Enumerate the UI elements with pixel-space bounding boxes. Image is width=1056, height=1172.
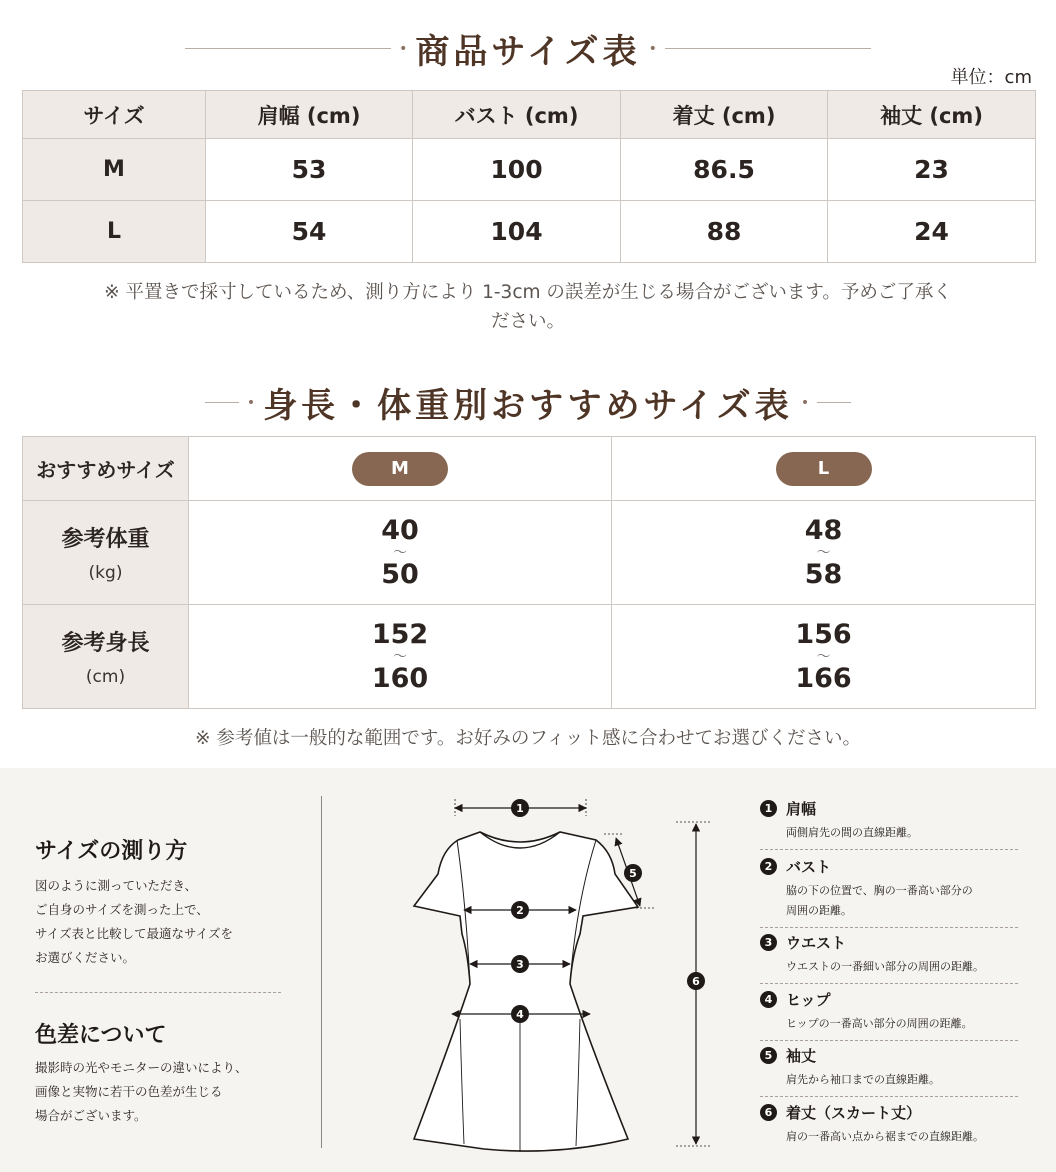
range-tilde: ～ (816, 648, 831, 665)
legend-head (760, 1102, 1018, 1123)
size-chart-title: 商品サイズ表 (415, 32, 641, 72)
range-to: 58 (804, 558, 843, 590)
range-to: 50 (381, 558, 419, 590)
legend-label: 着丈（スカート丈） (786, 1104, 922, 1122)
legend-desc (786, 1014, 1018, 1034)
range-from: 152 (371, 618, 429, 650)
desc-line: 肩の一番高い点から裾までの直線距離。 (786, 1130, 984, 1143)
range-to: 160 (371, 662, 429, 694)
marker-4 (511, 1005, 529, 1023)
legend-number: 3 (760, 934, 777, 951)
value-cell: 24 (828, 201, 1036, 263)
recommend-title-row (0, 378, 1056, 427)
body-line: ご自身のサイズを測った上で、 (35, 902, 209, 917)
height-label: 参考身長 (61, 631, 150, 656)
header-cell: 肩幅 (cm) (206, 91, 413, 139)
vertical-divider (321, 796, 322, 1148)
legend-sleeve (760, 1045, 1018, 1097)
dress-outline (414, 832, 638, 1151)
range-from: 40 (381, 514, 419, 546)
legend-hip (760, 989, 1018, 1041)
weight-unit: (kg) (88, 563, 123, 583)
legend-desc (786, 1070, 1018, 1090)
value-cell: 100 (413, 139, 621, 201)
desc-line: ウエストの一番細い部分の周囲の距離。 (786, 960, 984, 973)
body-line: 撮影時の光やモニターの違いにより、 (35, 1060, 248, 1075)
range-cell (612, 605, 1036, 709)
weight-label: 参考体重 (61, 527, 150, 552)
legend-label: 肩幅 (786, 800, 817, 818)
range-from: 48 (804, 514, 843, 546)
title-dot: • (399, 40, 408, 57)
color-body (35, 1056, 248, 1128)
table-row (23, 201, 1036, 263)
value-cell: 23 (828, 139, 1036, 201)
size-chart-title-row (0, 24, 1056, 73)
marker-1 (511, 799, 529, 817)
marker-3 (511, 955, 529, 973)
legend-label: バスト (786, 858, 832, 876)
header-cell: バスト (cm) (413, 91, 621, 139)
range-cell (189, 605, 612, 709)
header-cell: サイズ (23, 91, 206, 139)
height-unit: (cm) (85, 667, 126, 687)
table-row (23, 501, 1036, 605)
svg-text:3: 3 (516, 958, 524, 971)
desc-line: 周囲の距離。 (786, 904, 852, 917)
legend-number: 4 (760, 991, 777, 1008)
recommend-table (22, 436, 1036, 709)
measure-body (35, 874, 233, 970)
legend-desc (786, 823, 1018, 843)
legend-label: 袖丈 (786, 1047, 817, 1065)
range-tilde: ～ (816, 544, 831, 561)
value-cell: 86.5 (621, 139, 828, 201)
table-row (23, 139, 1036, 201)
legend-length (760, 1102, 1018, 1147)
color-title: 色差について (35, 1023, 167, 1048)
marker-6 (687, 972, 705, 990)
body-line: お選びください。 (35, 950, 136, 965)
svg-text:4: 4 (516, 1008, 524, 1021)
range-tilde: ～ (393, 544, 407, 561)
legend-separator (760, 1096, 1018, 1097)
title-dot: • (246, 394, 256, 411)
svg-text:1: 1 (516, 802, 524, 815)
legend-separator (760, 1040, 1018, 1041)
unit-label: 単位：cm (950, 67, 1032, 88)
legend-number: 2 (760, 858, 777, 875)
legend-head (760, 989, 1018, 1010)
recommend-title: 身長・体重別おすすめサイズ表 (263, 386, 793, 426)
note-line: ※ 平置きで採寸しているため、測り方により 1-3cm の誤差が生じる場合がございます。予めご了承く (104, 282, 952, 303)
title-rule-left (205, 402, 239, 403)
legend-number: 1 (760, 800, 777, 817)
note-line: ださい。 (490, 311, 565, 332)
legend-separator (760, 983, 1018, 984)
legend-head (760, 932, 1018, 953)
legend-desc (786, 1127, 1018, 1147)
recommend-note: ※ 参考値は一般的な範囲です。お好みのフィット感に合わせてお選びください。 (195, 728, 861, 749)
desc-line: 脇の下の位置で、胸の一番高い部分の (786, 884, 973, 897)
desc-line: 両側肩先の間の直線距離。 (786, 826, 918, 839)
title-dot: • (648, 40, 657, 57)
legend-separator (760, 927, 1018, 928)
dress-diagram (400, 794, 730, 1160)
svg-text:2: 2 (516, 904, 524, 917)
range-cell (189, 501, 612, 605)
range-cell (612, 501, 1036, 605)
size-badge-cell (612, 437, 1036, 501)
desc-line: ヒップの一番高い部分の周囲の距離。 (786, 1017, 973, 1030)
table-row (23, 605, 1036, 709)
legend-shoulder (760, 798, 1018, 850)
marker-5 (624, 864, 642, 882)
range-to: 166 (795, 662, 852, 694)
legend-desc (786, 881, 1018, 921)
legend-head (760, 856, 1018, 877)
title-rule-right (665, 48, 871, 49)
value-cell: 54 (206, 201, 413, 263)
legend-number: 5 (760, 1047, 777, 1064)
svg-text:6: 6 (692, 975, 700, 988)
range-tilde: ～ (393, 648, 407, 665)
legend-separator (760, 849, 1018, 850)
body-line: 図のように測っていただき、 (35, 878, 198, 893)
size-chart-table (22, 90, 1036, 263)
legend-head (760, 1045, 1018, 1066)
size-chart-note (0, 278, 1056, 336)
title-rule-left (185, 48, 391, 49)
size-badge-m: M (352, 452, 448, 486)
recommend-size-label: おすすめサイズ (23, 437, 189, 501)
header-cell: 着丈 (cm) (621, 91, 828, 139)
title-dot: • (800, 394, 810, 411)
height-row-head (23, 605, 189, 709)
desc-line: 肩先から袖口までの直線距離。 (786, 1073, 940, 1086)
legend-head (760, 798, 1018, 819)
value-cell: 104 (413, 201, 621, 263)
body-line: 場合がございます。 (35, 1108, 147, 1123)
title-rule-right (817, 402, 851, 403)
size-cell: L (23, 201, 206, 263)
weight-row-head (23, 501, 189, 605)
legend-waist (760, 932, 1018, 984)
table-row (23, 437, 1036, 501)
value-cell: 88 (621, 201, 828, 263)
legend-number: 6 (760, 1104, 777, 1121)
legend-label: ウエスト (786, 934, 847, 952)
marker-2 (511, 901, 529, 919)
svg-text:5: 5 (629, 867, 637, 880)
legend-label: ヒップ (786, 991, 831, 1009)
range-from: 156 (795, 618, 852, 650)
measure-title: サイズの測り方 (35, 839, 188, 864)
size-cell: M (23, 139, 206, 201)
body-line: 画像と実物に若干の色差が生じる (35, 1084, 223, 1099)
measure-section (0, 768, 1056, 1172)
legend-desc (786, 957, 1018, 977)
size-badge-cell (189, 437, 612, 501)
table-header-row (23, 91, 1036, 139)
legend-bust (760, 856, 1018, 928)
size-badge-l: L (776, 452, 872, 486)
dashed-divider (35, 992, 281, 993)
body-line: サイズ表と比較して最適なサイズを (35, 926, 234, 941)
header-cell: 袖丈 (cm) (828, 91, 1036, 139)
value-cell: 53 (206, 139, 413, 201)
